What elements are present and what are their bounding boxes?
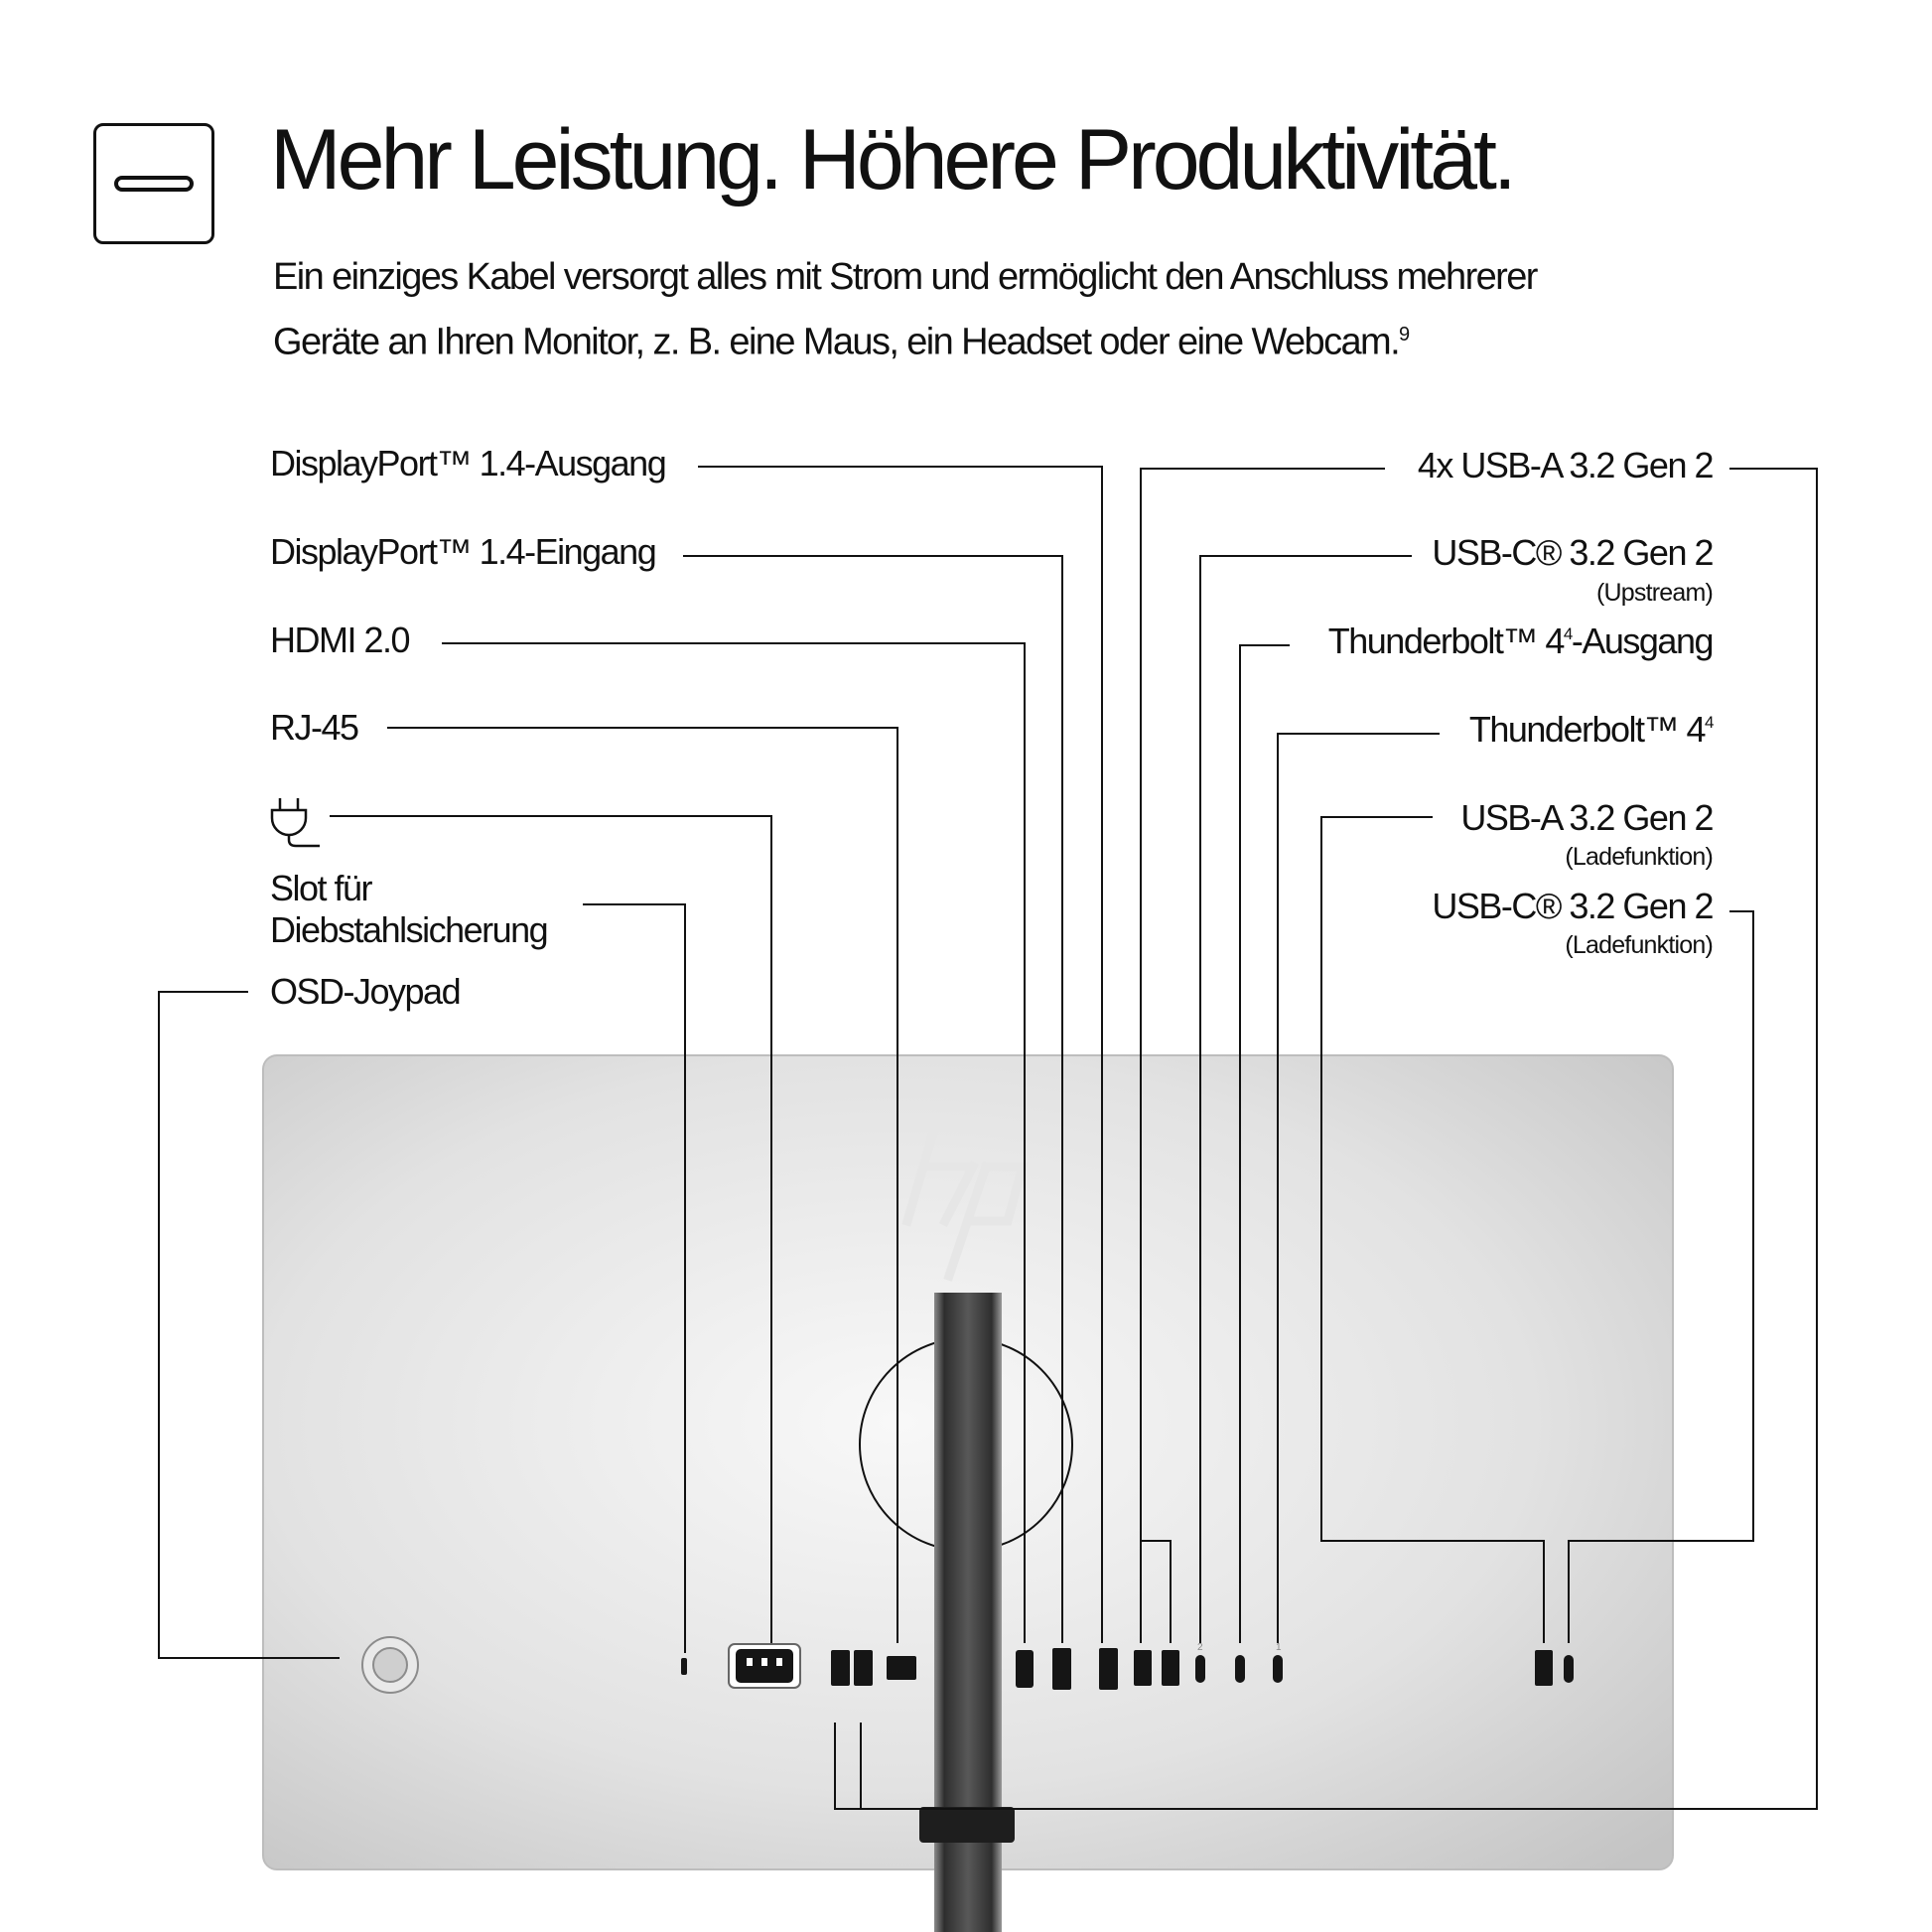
usb-a-charge-port xyxy=(1535,1650,1553,1686)
usb-a-port xyxy=(854,1650,873,1686)
rj45-port xyxy=(887,1656,916,1680)
port-number-2: 2 xyxy=(1197,1642,1203,1653)
page-title: Mehr Leistung. Höhere Produktivität. xyxy=(270,112,1513,207)
subtitle-line-2: Geräte an Ihren Monitor, z. B. eine Maus, ein Headset oder eine Webcam.$^9$ xyxy=(273,321,1409,363)
label-rj45: RJ-45 xyxy=(270,707,358,748)
label-usba-4x: 4x USB-A 3.2 Gen 2 xyxy=(1417,445,1713,485)
osd-joypad xyxy=(362,1637,418,1693)
label-thunderbolt-out: Thunderbolt™ $4^4$-Ausgang xyxy=(1327,621,1713,661)
hdmi-port xyxy=(1016,1650,1034,1688)
label-usbc-charge: USB-C® 3.2 Gen 2 xyxy=(1432,886,1713,926)
label-displayport-in: DisplayPort™ 1.4-Eingang xyxy=(270,531,656,572)
label-usbc-upstream: USB-C® 3.2 Gen 2 xyxy=(1432,532,1713,573)
dp-in-port xyxy=(1052,1648,1071,1690)
label-usbc-upstream-sub: (Upstream) xyxy=(1595,579,1713,607)
label-usba-charge-sub: (Ladefunktion) xyxy=(1565,843,1713,871)
label-lock-line-2: Diebstahlsicherung xyxy=(270,909,548,950)
label-usbc-charge-sub: (Ladefunktion) xyxy=(1565,931,1713,959)
label-lock-line-1: Slot für xyxy=(270,868,372,908)
label-displayport-out: DisplayPort™ 1.4-Ausgang xyxy=(270,443,666,483)
lock-slot xyxy=(681,1658,687,1675)
power-plug-icon xyxy=(268,794,324,850)
cable-clip xyxy=(919,1807,1015,1843)
dp-out-port xyxy=(1099,1648,1118,1690)
subtitle-line-1: Ein einziges Kabel versorgt alles mit Strom und ermöglicht den Anschluss mehrerer xyxy=(273,256,1537,298)
usb-c-charge-port xyxy=(1564,1655,1574,1683)
port-number-1: 1 xyxy=(1276,1642,1282,1653)
thunderbolt-port xyxy=(1273,1655,1283,1683)
label-thunderbolt: Thunderbolt™ $4^4$ xyxy=(1468,709,1713,750)
thunderbolt-out-port xyxy=(1235,1655,1245,1683)
usb-c-upstream-port xyxy=(1195,1655,1205,1683)
label-usba-charge: USB-A 3.2 Gen 2 xyxy=(1460,797,1713,838)
label-lock-slot xyxy=(270,868,547,951)
usb-a-port xyxy=(1162,1650,1179,1686)
subtitle-footnote: 9 xyxy=(1399,324,1409,345)
usb-a-port xyxy=(1134,1650,1152,1686)
usb-a-port xyxy=(831,1650,850,1686)
label-osd-joypad: OSD-Joypad xyxy=(270,971,461,1012)
label-hdmi: HDMI 2.0 xyxy=(270,620,410,660)
